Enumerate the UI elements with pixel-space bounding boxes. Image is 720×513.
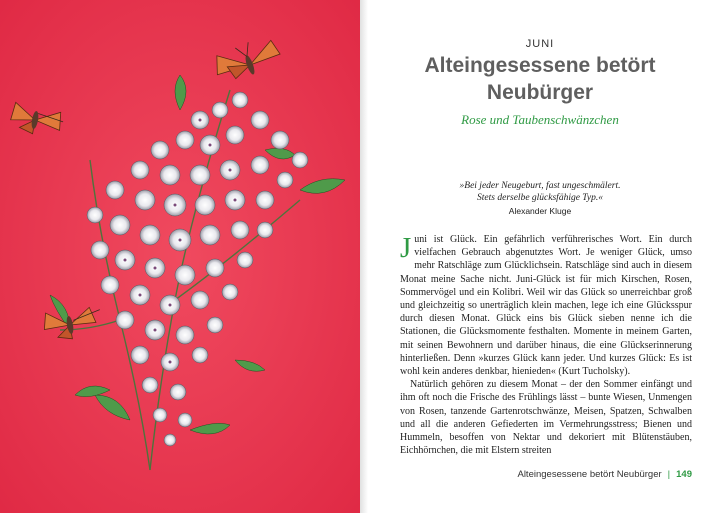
drop-cap: J [400, 232, 412, 264]
epigraph-line-2: Stets derselbe glücksfähige Typ.« [477, 193, 603, 203]
paragraph-1-text: uni ist Glück. Ein gefährlich verführerisches Wort. Ein durch vielfachen Gebrauch abgenutztes Wort. Je weniger Glück, umso mehr Ratschläge zum Glücklichsein. Ratschläge sind auch in diesem Monat meine Sache nicht. Juni-Glück ist für mich Kirschen, Rosen, Sommervögel und ein Kolibri. Weil wir das Glück so unerreichbar groß und gleichzeitig so unerträglich klein machen, lege ich eine Glücksspur durch diesen Monat. Glück eins bis Glück sieben nenne ich die Stationen, die Glücksmomente festhalten. Momente in meinem Garten, mit seinen Bewohnern und darüber hinaus, die eine Glückserinnerung hinterließen. Denn »kurzes Glück kann jeder. Und kurzes Glück: Es ist wohl kein anderes denkbar, hienieden« (Kurt Tucholsky). [400, 234, 692, 378]
epigraph-line-1: »Bei jeder Neugeburt, fast ungeschmälert. [459, 181, 621, 191]
running-title: Alteingesessene betört Neubürger [517, 469, 662, 480]
body-text [400, 233, 692, 457]
footer-separator: | [667, 469, 671, 480]
paragraph-1 [400, 233, 692, 378]
page-footer [517, 469, 692, 480]
chapter-title: Alteingesessene betört Neubürger [424, 54, 656, 104]
chapter-month: JUNI [525, 38, 555, 50]
epigraph-author: Alexander Kluge [508, 206, 572, 216]
text-page [360, 0, 720, 513]
epigraph [360, 180, 720, 204]
paragraph-2: Natürlich gehören zu diesem Monat – der den Sommer einfängt und ihm oft noch die Frische des Frühlings lässt – bunte Wiesen, Unmengen von Rosen, tanzende Gartenrotschwänze, Meisen, Spatzen, Schwalben und all die anderen Gefiederten im Vermehrungsstress; Bienen und Hummeln, besoffen von Nektar und dekoriert mit Blütenstäuben, Eichhörnchen, die mit Elstern streiten [400, 379, 692, 457]
page-number: 149 [676, 469, 692, 480]
chapter-subtitle: Rose und Taubenschwänzchen [461, 112, 619, 127]
book-gutter-shadow [360, 0, 368, 513]
